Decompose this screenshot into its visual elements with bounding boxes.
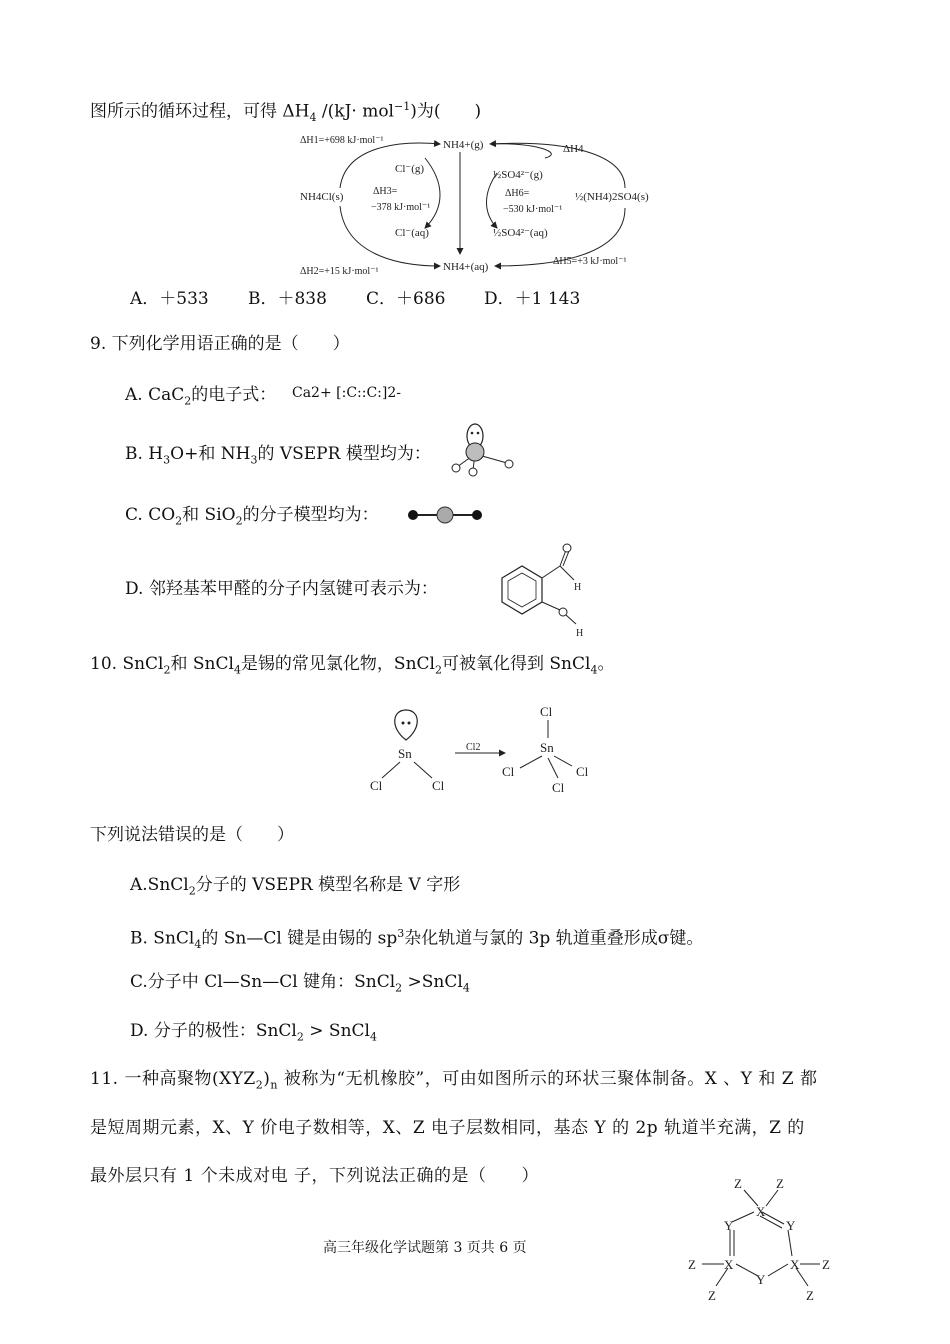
half-so4-aq-label: ½SO4²⁻(aq): [493, 227, 548, 239]
page-footer: 高三年级化学试题第 3 页共 6 页: [323, 1240, 527, 1256]
ring-atom-y-3: Y: [724, 1218, 734, 1233]
q10-option-a: A.SnCl$_2$分子的 VSEPR 模型名称是 V 字形: [130, 875, 461, 898]
ring-atom-x-3: X: [724, 1257, 734, 1272]
ring-atom-z-4: Z: [708, 1288, 716, 1303]
dh6-value: −530 kJ·mol⁻¹: [503, 204, 563, 215]
ring-atom-z-3: Z: [688, 1257, 696, 1272]
q10-option-d: D. 分子的极性：SnCl$_2$ > SnCl$_4$: [130, 1021, 377, 1044]
salicylaldehyde-hbond-structure: [490, 540, 590, 640]
dh5-label: ΔH5=+3 kJ·mol⁻¹: [553, 256, 627, 267]
dh1-label: ΔH1=+698 kJ·mol⁻¹: [300, 135, 384, 146]
sn-atom-label: Sn: [398, 746, 412, 761]
q8-stem-tail: 图所示的循环过程，可得 $\Delta H_4$ /(kJ· mol$^{-1}$)为( ): [90, 100, 482, 125]
cl-atom-label-4: Cl: [502, 764, 515, 779]
svg-text:H: H: [574, 582, 582, 593]
dh4-label: ΔH4: [563, 143, 584, 155]
nh4cl-s-label: NH4Cl(s): [300, 191, 344, 203]
nh4-g-label: NH4+(g): [443, 139, 484, 151]
cl-atom-label-5: Cl: [576, 764, 589, 779]
cl-atom-label-1: Cl: [370, 778, 383, 793]
cl2-reagent-label: Cl2: [466, 742, 481, 753]
linear-molecule-model: [405, 505, 485, 525]
q11-line-3: 最外层只有 1 个未成对电 子，下列说法正确的是（ ）: [90, 1166, 540, 1186]
ring-atom-x-1: X: [756, 1204, 766, 1219]
cl-atom-label-6: Cl: [552, 780, 565, 795]
q9-stem: 9. 下列化学用语正确的是（ ）: [90, 334, 350, 354]
cl-atom-label-2: Cl: [432, 778, 445, 793]
q9-option-a: A. CaC$_2$的电子式：: [125, 385, 277, 408]
xyz2-cyclic-trimer-structure: [680, 1168, 840, 1308]
dh6-label: ΔH6=: [505, 188, 530, 199]
half-so4-g-label: ½SO4²⁻(g): [493, 169, 543, 181]
vsepr-tetrahedral-model: [445, 422, 520, 477]
hess-cycle-diagram: [295, 128, 665, 278]
q8-option-c: C．＋686: [366, 289, 446, 309]
cac2-electron-formula: Ca2+ [:C::C:]2-: [292, 385, 401, 401]
ring-atom-z-1: Z: [734, 1176, 742, 1191]
sncl2-to-sncl4-reaction: [360, 700, 610, 800]
q9-option-b: B. $H_3O+$和 $NH_3$的 VSEPR 模型均为：: [125, 444, 431, 467]
ring-atom-z-2: Z: [776, 1176, 784, 1191]
ring-atom-y-1: Y: [786, 1218, 796, 1233]
cl-atom-label-3: Cl: [540, 704, 553, 719]
q9-option-c: C. $CO_2$和 SiO$_2$的分子模型均为：: [125, 505, 379, 528]
cl-g-label: Cl⁻(g): [395, 163, 425, 175]
nh4-aq-label: NH4+(aq): [443, 261, 489, 273]
q11-line-2: 是短周期元素，X、Y 价电子数相等，X、Z 电子层数相同，基态 Y 的 2p 轨道半充满，Z 的: [90, 1118, 805, 1138]
ring-atom-z-5: Z: [822, 1257, 830, 1272]
q8-option-d: D．＋1 143: [484, 289, 581, 309]
q10-stem: 10. SnCl$_2$和 SnCl$_4$是锡的常见氯化物，SnCl$_2$可被氧化得到 SnCl$_4$。: [90, 654, 615, 677]
cl-aq-label: Cl⁻(aq): [395, 227, 429, 239]
ring-atom-z-6: Z: [806, 1288, 814, 1303]
q10-option-b: B. SnCl$_4$的 Sn—Cl 键是由锡的 $sp^3$杂化轨道与氯的 3p 轨道重叠形成σ键。: [130, 927, 704, 952]
q9-option-d: D. 邻羟基苯甲醛的分子内氢键可表示为：: [125, 579, 438, 599]
q10-question: 下列说法错误的是（ ）: [90, 825, 294, 845]
q11-line-1: 11. 一种高聚物$(XYZ_2)_n$ 被称为“无机橡胶”，可由如图所示的环状三聚体制备。X 、Y 和 Z 都: [90, 1069, 818, 1092]
svg-text:H: H: [576, 628, 584, 639]
dh3-value: −378 kJ·mol⁻¹: [371, 202, 431, 213]
dh3-label: ΔH3=: [373, 186, 398, 197]
half-nh4-2so4-label: ½(NH4)2SO4(s): [575, 191, 649, 203]
ring-atom-y-2: Y: [756, 1272, 766, 1287]
ring-atom-x-2: X: [790, 1257, 800, 1272]
q8-option-b: B．＋838: [248, 289, 327, 309]
sn-atom-label-2: Sn: [540, 740, 554, 755]
dh2-label: ΔH2=+15 kJ·mol⁻¹: [300, 266, 379, 277]
q8-option-a: A．＋533: [130, 289, 209, 309]
q10-option-c: C.分子中 Cl—Sn—Cl 键角：SnCl$_2$ >SnCl$_4$: [130, 972, 470, 995]
